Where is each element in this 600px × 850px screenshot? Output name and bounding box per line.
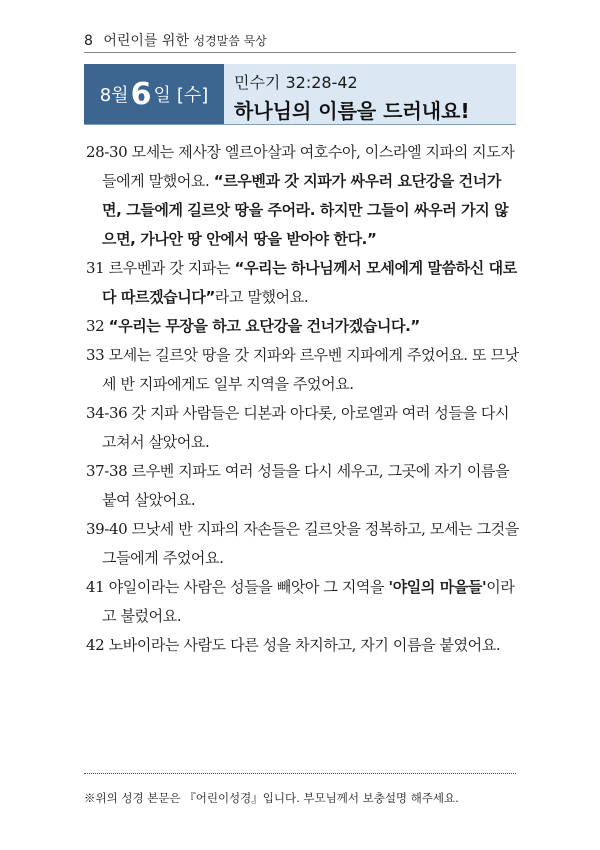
verse-list (86, 138, 520, 660)
devotion-headline: 하나님의 이름을 드러내요! (234, 99, 470, 123)
verse-paragraph (86, 341, 520, 399)
date-box (84, 64, 224, 124)
verse-paragraph (86, 631, 520, 660)
verse-paragraph (86, 399, 520, 457)
verse-paragraph (86, 312, 520, 341)
book-subtitle: 성경말씀 묵상 (193, 34, 267, 48)
verse-paragraph (86, 515, 520, 573)
footer-rule (84, 773, 516, 774)
verse-paragraph (86, 254, 520, 312)
verse-text: 31 르우벤과 갓 지파는 (86, 259, 235, 277)
day-number: 6 (130, 76, 152, 112)
weekday-label: [수] (176, 85, 209, 106)
verse-text: 32 (86, 317, 109, 335)
running-header (84, 30, 267, 50)
verse-paragraph (86, 573, 520, 631)
book-title: 어린이를 위한 (103, 33, 189, 49)
verse-text: 이라고 불렀어요. (102, 578, 515, 625)
devotion-banner (84, 64, 516, 125)
page-number: 8 (84, 33, 93, 49)
verse-paragraph (86, 457, 520, 515)
verse-quote: '야일의 마을들' (388, 578, 487, 596)
title-box (224, 64, 516, 124)
verse-text: 34-36 갓 지파 사람들은 디본과 아다롯, 아로엘과 여러 성들을 다시 고쳐서 살았어요. (86, 404, 510, 451)
scripture-reference: 민수기 32:28-42 (234, 73, 358, 92)
verse-text: 41 야일이라는 사람은 성들을 빼앗아 그 지역을 (86, 578, 389, 596)
verse-paragraph (86, 138, 520, 254)
header-rule (84, 52, 516, 53)
verse-text: 39-40 므낫세 반 지파의 자손들은 길르앗을 정복하고, 모세는 그것을 그들에게 주었어요. (86, 520, 519, 567)
month-label: 8월 (99, 85, 129, 106)
verse-quote: “우리는 하나님께서 모세에게 말씀하신 대로 다 따르겠습니다” (102, 259, 517, 306)
verse-quote: “우리는 무장을 하고 요단강을 건너가겠습니다.” (108, 317, 420, 335)
footnote: ※위의 성경 본문은 『어린이성경』입니다. 부모님께서 보충설명 해주세요. (84, 791, 459, 805)
verse-text: 42 노바이라는 사람도 다른 성을 차지하고, 자기 이름을 붙였어요. (86, 636, 501, 654)
verse-text: 라고 말했어요. (214, 288, 309, 306)
verse-text: 28-30 모세는 제사장 엘르아살과 여호수아, 이스라엘 지파의 지도자들에게 말했어요. (86, 143, 515, 190)
day-suffix: 일 (153, 85, 171, 106)
verse-text: 33 모세는 길르앗 땅을 갓 지파와 르우벤 지파에게 주었어요. 또 므낫세 반 지파에게도 일부 지역을 주었어요. (86, 346, 519, 393)
verse-text: 37-38 르우벤 지파도 여러 성들을 다시 세우고, 그곳에 자기 이름을 붙여 살았어요. (86, 462, 510, 509)
verse-quote: “르우벤과 갓 지파가 싸우러 요단강을 건너가면, 그들에게 길르앗 땅을 주어라. 하지만 그들이 싸우러 가지 않으면, 가나안 땅 안에서 땅을 받아야 한다.” (102, 172, 509, 248)
